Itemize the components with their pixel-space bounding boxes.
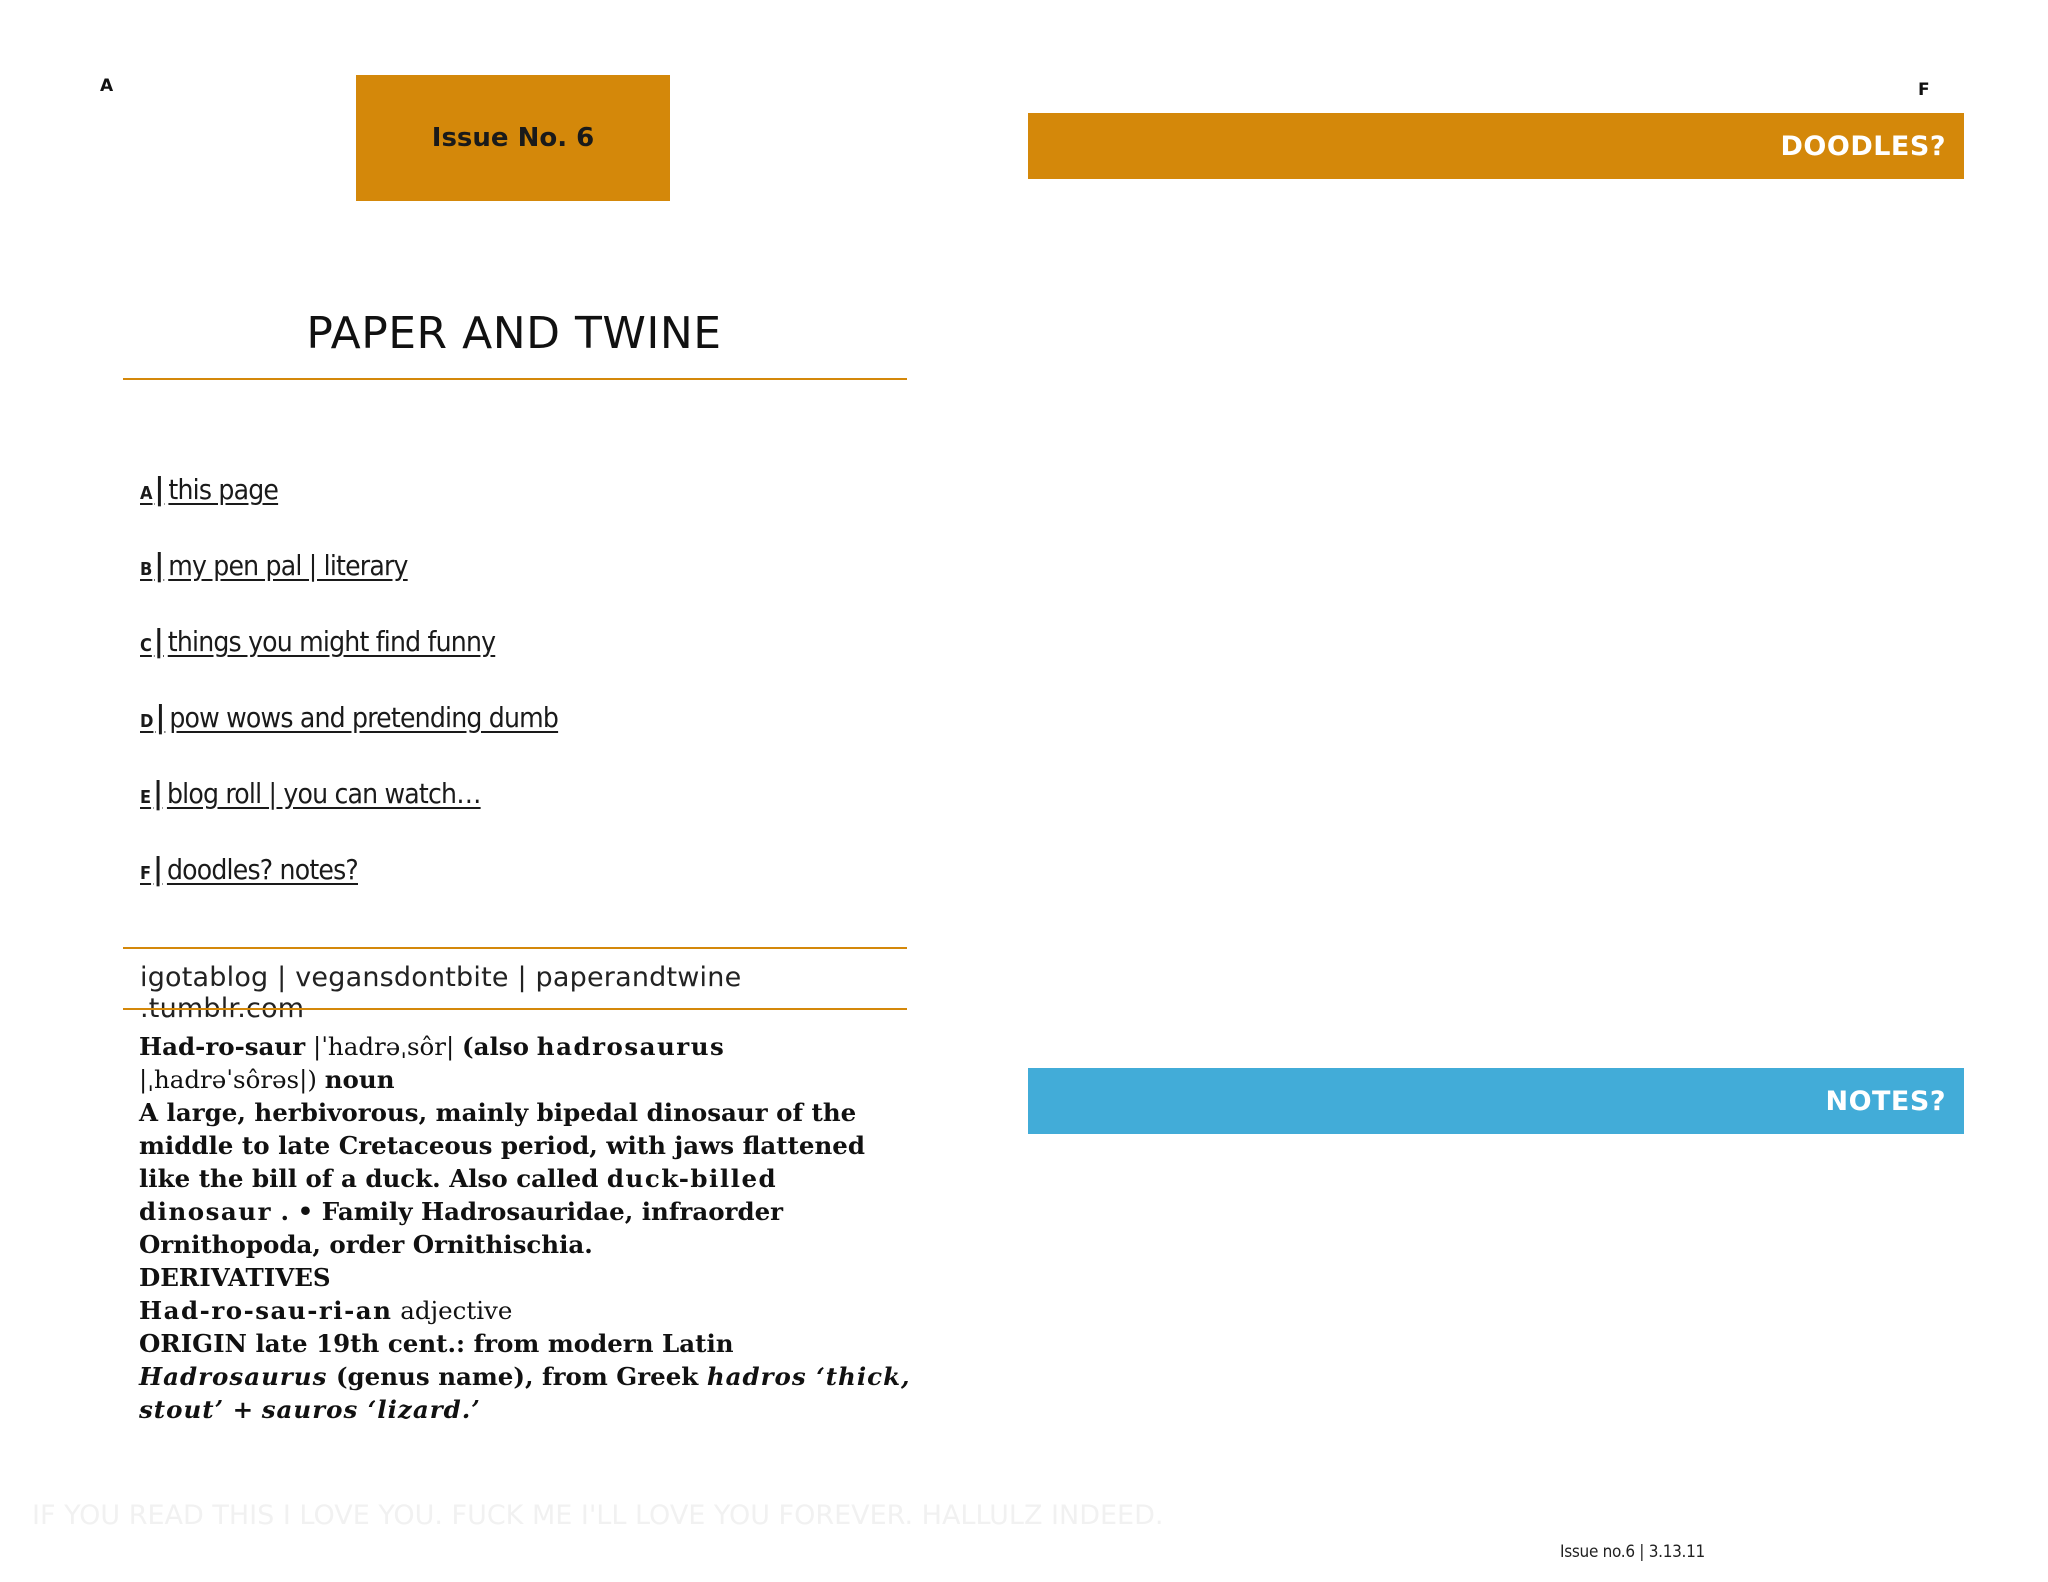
blogroll-top-rule	[123, 947, 907, 949]
issue-label-box	[356, 75, 670, 201]
notes-header-bar	[1028, 1068, 1964, 1134]
dict-headword: Had-ro-saur	[139, 1032, 306, 1061]
doodles-header-bar	[1028, 113, 1964, 179]
dict-alt-pronunciation: |ˌhadrəˈsôrəs|)	[139, 1065, 317, 1094]
blogroll-bottom-rule	[123, 1008, 907, 1010]
hidden-message: IF YOU READ THIS I LOVE YOU. FUCK ME I'LL LOVE YOU FOREVER. HALLULZ INDEED.	[32, 1500, 1164, 1531]
page-letter-a: A	[100, 76, 114, 96]
masthead-title: PAPER AND TWINE	[306, 308, 722, 359]
notes-area	[1028, 1140, 1964, 1520]
dictionary-entry: Had-ro-saur |ˈhadrəˌsôr| (also hadrosaurus |ˌhadrəˈsôrəs|) noun A large, herbivorous, mainly bipedal dinosaur of the middle to late Cretaceous period, with jaws flattened like the bill of a duck. Also called duck-billed dinosaur . • Family Hadrosauridae, infraorder Ornithopoda, order Ornithischia. DERIVATIVES Had-ro-sau-ri-an adjective ORIGIN late 19th cent.: from modern Latin Hadrosaurus (genus name), from Greek hadros ‘thick, stout’ + sauros ‘lizard.’	[139, 1032, 911, 1424]
table-of-contents	[140, 472, 860, 928]
toc-link-a[interactable]: A| this page	[140, 472, 279, 507]
toc-link-e[interactable]: E| blog roll | you can watch…	[140, 776, 481, 811]
dict-derivatives-label: DERIVATIVES	[139, 1263, 331, 1292]
issue-footer: Issue no.6 | 3.13.11	[1560, 1542, 1705, 1562]
doodles-label: DOODLES?	[1780, 130, 1946, 162]
dict-alt-form: hadrosaurus	[536, 1032, 726, 1061]
masthead-rule	[123, 378, 907, 380]
toc-link-d[interactable]: D| pow wows and pretending dumb	[140, 700, 559, 735]
dict-derivative: Had-ro-sau-ri-an	[139, 1296, 393, 1325]
dict-origin: ORIGIN late 19th cent.: from modern Latin Hadrosaurus (genus name), from Greek hadros ‘thick, stout’ + sauros ‘lizard.’	[139, 1329, 911, 1424]
issue-label: Issue No. 6	[431, 123, 595, 153]
toc-link-c[interactable]: C| things you might find funny	[140, 624, 496, 659]
dict-part-of-speech: noun	[324, 1065, 395, 1094]
toc-link-b[interactable]: B| my pen pal | literary	[140, 548, 408, 583]
dict-definition: A large, herbivorous, mainly bipedal dinosaur of the middle to late Cretaceous period, with jaws flattened like the bill of a duck. Also called duck-billed dinosaur . • Family Hadrosauridae, infraorder Ornithopoda, order Ornithischia.	[139, 1098, 866, 1259]
page-letter-f: F	[1918, 80, 1930, 100]
toc-link-f[interactable]: F| doodles? notes?	[140, 852, 358, 887]
dict-pronunciation: |ˈhadrəˌsôr|	[312, 1032, 455, 1061]
notes-label: NOTES?	[1825, 1085, 1946, 1117]
blogroll-links[interactable]: igotablog | vegansdontbite | paperandtwine .tumblr.com	[140, 962, 742, 1024]
doodles-area	[1028, 180, 1964, 1060]
